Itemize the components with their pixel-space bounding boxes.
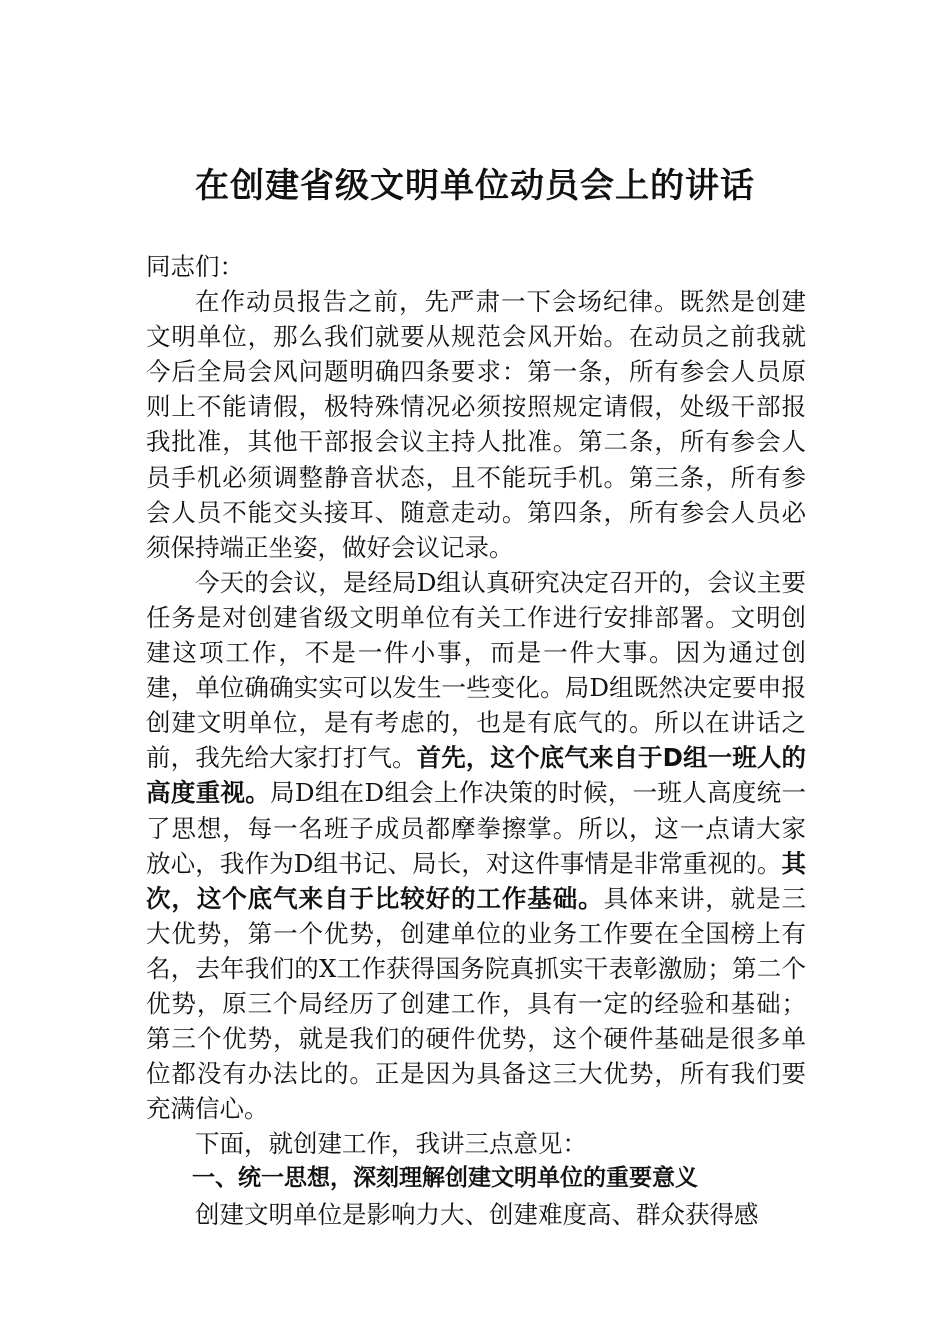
paragraph-meeting-purpose (146, 565, 806, 1127)
paragraph-three-points: 下面，就创建工作，我讲三点意见： (195, 1129, 587, 1159)
paragraph-section-1-start: 创建文明单位是影响力大、创建难度高、群众获得感 (195, 1199, 759, 1229)
paragraph-meeting-discipline: 在作动员报告之前，先严肃一下会场纪律。既然是创建文明单位，那么我们就要从规范会风开始。在动员之前我就今后全局会风问题明确四条要求：第一条，所有参会人员原则上不能请假，极特殊情况必须按照规定请假，处级干部报我批准，其他干部报会议主持人批准。第二条，所有参会人员手机必须调整静音状态，且不能玩手机。第三条，所有参会人员不能交头接耳、随意走动。第四条，所有参会人员必须保持端正坐姿，做好会议记录。 (146, 287, 806, 562)
emphasis-first-reason: 首先，这个底气来自于D组一班人的高度重视。 (146, 743, 806, 808)
paragraph-text: 今天的会议，是经局D组认真研究决定召开的，会议主要任务是对创建省级文明单位有关工作进行安排部署。文明创建这项工作，不是一件小事，而是一件大事。因为通过创建，单位确确实实可以发生一些变化。局D组既然决定要申报创建文明单位，是有考虑的，也是有底气的。所以在讲话之前，我先给大家打打气。 (146, 567, 806, 773)
salutation: 同志们： (146, 252, 244, 281)
emphasis-second-reason: 其次，这个底气来自于比较好的工作基础。 (146, 848, 806, 913)
document-title: 在创建省级文明单位动员会上的讲话 (195, 166, 755, 206)
paragraph-text: 具体来讲，就是三大优势，第一个优势，创建单位的业务工作要在全国榜上有名，去年我们的X工作获得国务院真抓实干表彰激励；第二个优势，原三个局经历了创建工作，具有一定的经验和基础；第三个优势，就是我们的硬件优势，这个硬件基础是很多单位都没有办法比的。正是因为具备这三大优势，所有我们要充满信心。 (146, 883, 807, 1124)
section-heading-1: 一、统一思想，深刻理解创建文明单位的重要意义 (192, 1165, 698, 1192)
document-body (146, 249, 806, 1232)
paragraph-text: 局D组在D组会上作决策的时候，一班人高度统一了思想，每一名班子成员都摩拳擦掌。所以，这一点请大家放心，我作为D组书记、局长，对这件事情是非常重视的。 (146, 778, 806, 878)
